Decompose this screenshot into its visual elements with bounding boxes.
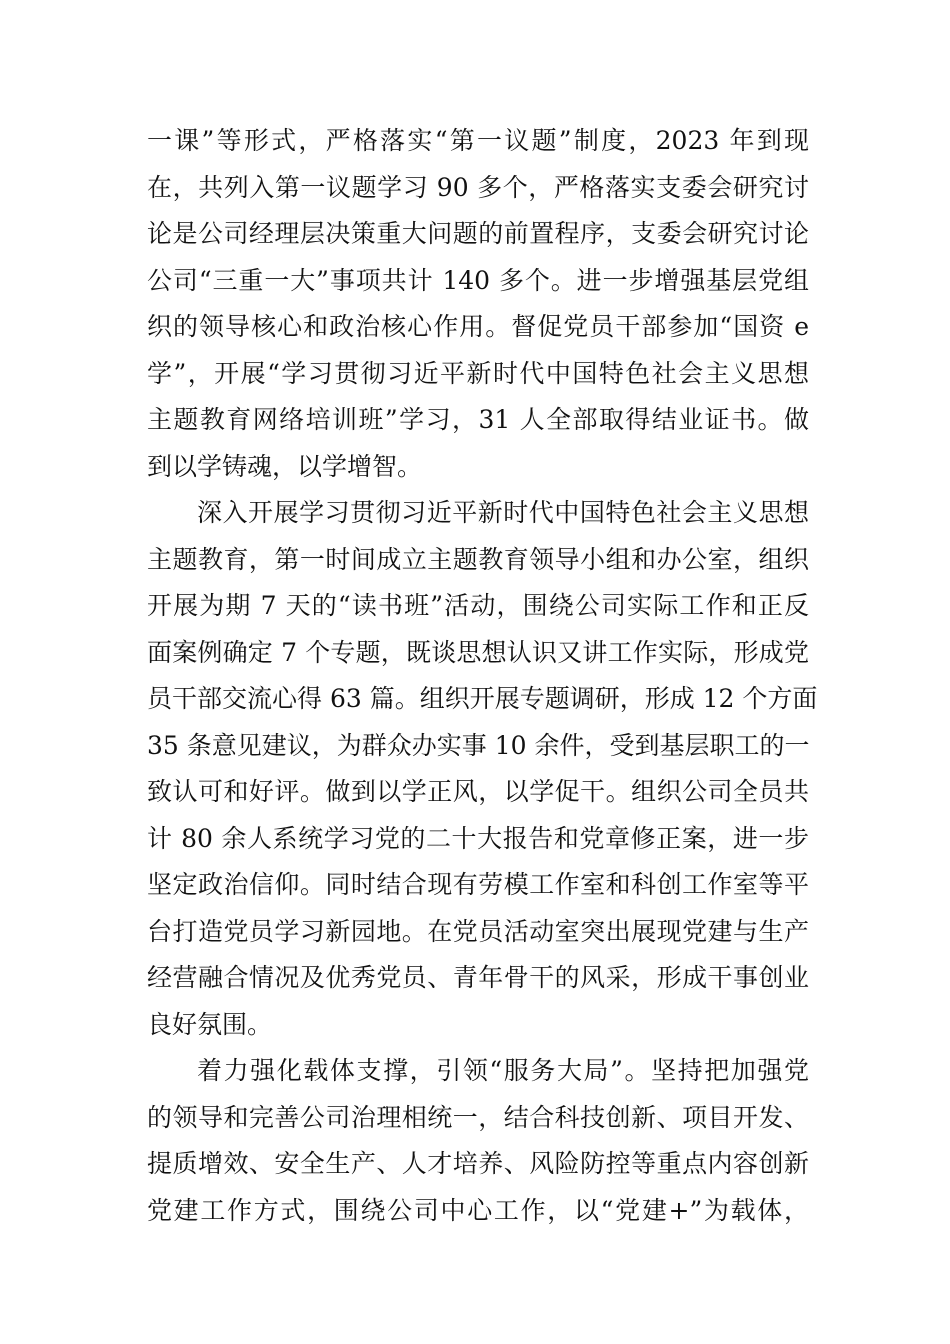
text-line: 在，共列入第一议题学习 90 多个，严格落实支委会研究讨: [147, 172, 809, 202]
paragraph-first-line: 深入开展学习贯彻习近平新时代中国特色社会主义思想: [197, 498, 809, 527]
text-line: 面案例确定 7 个专题，既谈思想认识又讲工作实际，形成党: [147, 637, 809, 667]
text-line: 坚定政治信仰。同时结合现有劳模工作室和科创工作室等平: [147, 870, 809, 899]
text-line: 员干部交流心得 63 篇。组织开展专题调研，形成 12 个方面: [147, 684, 818, 713]
text-line: 致认可和好评。做到以学正风，以学促干。组织公司全员共: [147, 777, 809, 806]
text-line: 台打造党员学习新园地。在党员活动室突出展现党建与生产: [147, 916, 809, 946]
text-line: 计 80 余人系统学习党的二十大报告和党章修正案，进一步: [147, 823, 809, 853]
text-line: 党建工作方式，围绕公司中心工作，以“党建+”为载体，: [147, 1195, 809, 1225]
text-line: 学”，开展“学习贯彻习近平新时代中国特色社会主义思想: [147, 358, 809, 388]
text-line: 论是公司经理层决策重大问题的前置程序，支委会研究讨论: [147, 219, 809, 248]
text-line: 主题教育网络培训班”学习，31 人全部取得结业证书。做: [147, 405, 809, 434]
text-line: 主题教育，第一时间成立主题教育领导小组和办公室，组织: [147, 544, 809, 574]
text-line: 的领导和完善公司治理相统一，结合科技创新、项目开发、: [147, 1102, 809, 1132]
text-line: 开展为期 7 天的“读书班”活动，围绕公司实际工作和正反: [147, 591, 809, 620]
text-line: 织的领导核心和政治核心作用。督促党员干部参加“国资 e: [147, 312, 809, 341]
text-line: 一课”等形式，严格落实“第一议题”制度，2023 年到现: [147, 126, 809, 155]
text-line: 公司“三重一大”事项共计 140 多个。进一步增强基层党组: [147, 265, 809, 295]
text-line: 35 条意见建议，为群众办实事 10 余件，受到基层职工的一: [147, 730, 810, 760]
text-line: 提质增效、安全生产、人才培养、风险防控等重点内容创新: [147, 1149, 809, 1178]
text-line: 经营融合情况及优秀党员、青年骨干的风采，形成干事创业: [147, 963, 809, 992]
paragraph-first-line: 着力强化载体支撑，引领“服务大局”。坚持把加强党: [197, 1056, 809, 1085]
text-line: 良好氛围。: [147, 1009, 273, 1039]
body-text: [147, 118, 818, 1234]
text-line: 到以学铸魂，以学增智。: [147, 451, 423, 481]
